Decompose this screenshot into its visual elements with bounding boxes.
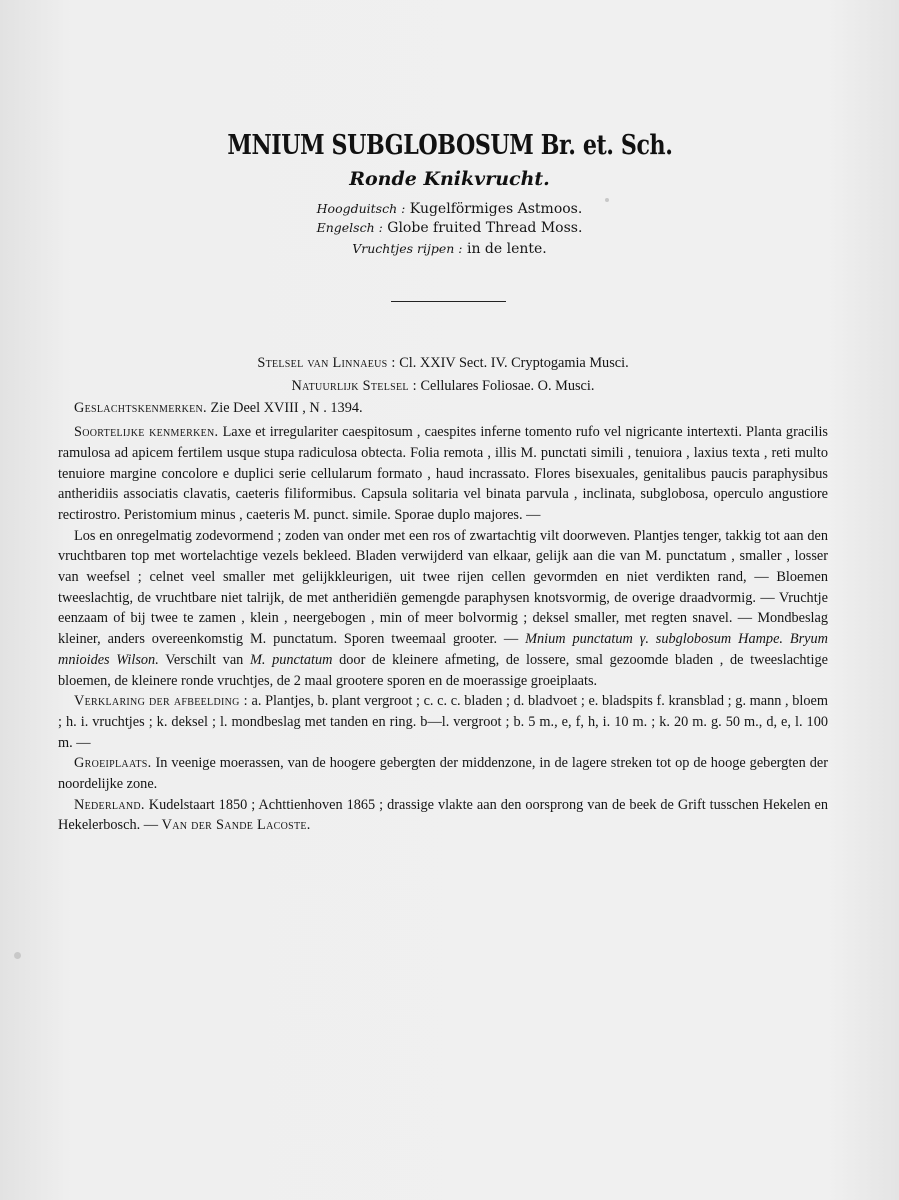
locality-text: Kudelstaart 1850 ; Achttienhoven 1865 ; drassige vlakte aan den oorsprong van de beek de Grift tusschen Hekelen en Hekelerbosch. — bbox=[58, 796, 828, 834]
genus-value: Zie Deel XVIII , N . 1394. bbox=[210, 400, 363, 417]
genus-label: Geslachtskenmerken. bbox=[74, 400, 207, 417]
species-dutch-paragraph bbox=[58, 526, 828, 692]
natural-system-line bbox=[58, 376, 828, 397]
article-body bbox=[58, 353, 828, 836]
dutch-name: Ronde Knikvrucht. bbox=[349, 168, 550, 190]
english-label: Engelsch : bbox=[316, 220, 383, 235]
comparison-text: door de kleinere afmeting, de lossere, smal gezoomde bladen , de tweeslachtige bloemen, de kleinere ronde vruchtjes, de 2 maal grootere sporen en de moerassige groeiplaats. bbox=[58, 651, 828, 689]
english-name-line bbox=[0, 220, 899, 236]
comparison-intro: Verschilt van bbox=[165, 651, 244, 668]
natural-system-label: Natuurlijk Stelsel : bbox=[291, 377, 417, 394]
figure-explanation-paragraph bbox=[58, 691, 828, 753]
species-latin-text: Laxe et irregulariter caespitosum , caespites inferne tomento rufo vel nigricante intertexti. Planta gracilis ramulosa ad apicem fertilem usque stupa radiculosa obtecta. Folia remota , illis M. punctati simili , tenuiora , laxius texta , reti multo tenuiore margine concolore e duplici serie cellularum formato , haud incrassato. Flores bisexuales, genitalibus paucis paraphysibus antheridiis associatis clavatis, caeteris filiformibus. Capsula solitaria vel binata parvula , inclinata, subglobosa, operculo angustiore rectirostro. Peristomium minus , caeteris M. punct. simile. Sporae duplo majores. — bbox=[58, 424, 828, 523]
species-label: Soortelijke kenmerken. bbox=[74, 424, 219, 441]
figure-text: a. Plantjes, b. plant vergroot ; c. c. c. bladen ; d. bladvoet ; e. bladspits f. kransblad ; g. mann , bloem ; h. i. vruchtjes ; k. deksel ; l. mondbeslag met tanden en ring. b—l. vergroot ; b. 5 m., e, f, h, i. 10 m. ; k. 20 m. g. 50 m., d, e, l. 100 m. — bbox=[58, 693, 829, 751]
german-name-line bbox=[0, 201, 899, 217]
linnaeus-line bbox=[58, 353, 828, 374]
compared-species: M. punctatum bbox=[249, 651, 333, 668]
synonym-text: Mnium punctatum γ. subglobosum Hampe. Bryum mnioides Wilson. bbox=[58, 631, 828, 668]
page-title: MNIUM SUBGLOBOSUM Br. et. Sch. bbox=[227, 130, 673, 161]
german-label: Hoogduitsch : bbox=[316, 201, 406, 216]
habitat-paragraph bbox=[58, 753, 828, 794]
ripening-line bbox=[0, 241, 899, 257]
genus-line bbox=[58, 398, 828, 419]
german-name: Kugelförmiges Astmoos. bbox=[409, 201, 583, 217]
paper-speck bbox=[14, 952, 21, 959]
species-dutch-text: Los en onregelmatig zodevormend ; zoden van onder met een ros of zwartachtig vilt doorweven. Plantjes tenger, takkig tot aan den vruchtbaren top met wortelachtige vezels bekleed. Bladen verwijderd van elkaar, gelijk aan die van M. punctatum , smaller , losser van weefsel ; celnet veel smaller met gelijkkleurigen, uit twee rijen cellen gevormden en niet verdikten rand, — Bloemen tweeslachtig, de vruchtbare niet talrijk, de met antheridiën gemengde paraphysen knotsvormig, de overige draadvormig. — Vruchtje eenzaam of bij twee te zamen , klein , neergebogen , min of meer bolvormig ; deksel smaller, met regten snavel. — Mondbeslag kleiner, anders overeenkomstig M. punctatum. Sporen tweemaal grooter. — bbox=[58, 527, 828, 648]
ripening-value: in de lente. bbox=[466, 241, 547, 257]
figure-label: Verklaring der afbeelding : bbox=[74, 693, 248, 710]
divider-rule bbox=[391, 301, 506, 302]
linnaeus-label: Stelsel van Linnaeus : bbox=[257, 355, 396, 371]
author-name: Van der Sande Lacoste. bbox=[161, 817, 311, 834]
ripening-label: Vruchtjes rijpen : bbox=[352, 241, 463, 256]
locality-paragraph bbox=[58, 795, 828, 836]
habitat-text: In veenige moerassen, van de hoogere gebergten der middenzone, in de lagere streken tot op de hooge gebergten der noordelijke zone. bbox=[58, 755, 829, 793]
english-name: Globe fruited Thread Moss. bbox=[387, 220, 583, 236]
habitat-label: Groeiplaats. bbox=[74, 755, 152, 772]
linnaeus-value: Cl. XXIV Sect. IV. Cryptogamia Musci. bbox=[399, 355, 629, 371]
species-latin-paragraph bbox=[58, 422, 828, 526]
natural-system-value: Cellulares Foliosae. O. Musci. bbox=[420, 377, 595, 394]
locality-label: Nederland. bbox=[74, 796, 145, 813]
